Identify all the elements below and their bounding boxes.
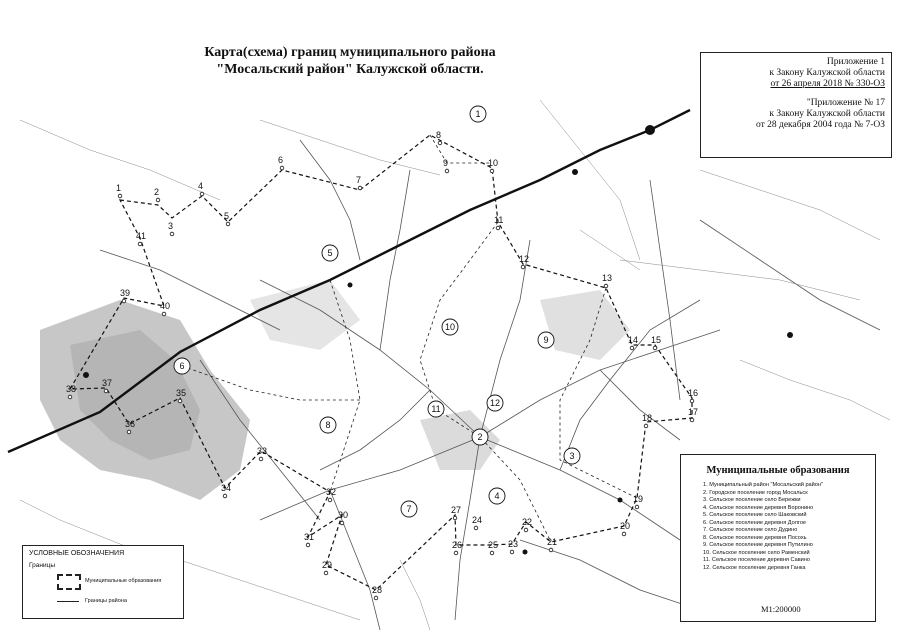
boundary-point-marker — [280, 166, 284, 170]
boundary-point-marker — [127, 430, 131, 434]
legend-item: 10. Сельское поселение село Раменский — [703, 549, 810, 556]
boundary-point-marker — [653, 346, 657, 350]
municipality-number: 4 — [494, 491, 500, 502]
municipality-number: 8 — [325, 420, 331, 431]
boundary-point-label: 31 — [304, 532, 315, 542]
boundary-point-label: 12 — [519, 254, 530, 264]
municipality-number: 3 — [569, 451, 575, 462]
boundary-point-label: 39 — [120, 288, 131, 298]
boundary-point-label: 23 — [508, 539, 519, 549]
appendix-box — [700, 52, 892, 158]
boundary-point-marker — [690, 399, 694, 403]
boundary-point-label: 9 — [443, 158, 449, 168]
boundary-point-marker — [510, 550, 514, 554]
boundary-point-label: 19 — [633, 494, 644, 504]
conventions-municipal-label: Муниципальные образования — [85, 578, 162, 584]
municipality-number: 5 — [327, 248, 333, 259]
boundary-point-marker — [474, 526, 478, 530]
legend-heading: Муниципальные образования — [706, 465, 850, 476]
conventions-legend — [22, 545, 184, 619]
boundary-point-marker — [374, 596, 378, 600]
legend-item: 1. Муниципальный район "Мосальский район" — [703, 482, 823, 488]
boundary-point-marker — [445, 169, 449, 173]
boundary-point-marker — [644, 424, 648, 428]
legend-item: 4. Сельское поселение деревня Воронино — [703, 504, 814, 511]
boundary-point-marker — [259, 457, 263, 461]
boundary-point-label: 3 — [168, 221, 174, 231]
boundary-point-marker — [104, 389, 108, 393]
conventions-heading: УСЛОВНЫЕ ОБОЗНАЧЕНИЯ — [29, 550, 125, 557]
boundary-point-marker — [622, 532, 626, 536]
map-scale: М1:200000 — [761, 604, 801, 614]
boundary-point-marker — [453, 516, 457, 520]
boundary-point-label: 2 — [154, 187, 160, 197]
municipality-number: 6 — [179, 361, 185, 372]
map-title-line2: "Мосальский район" Калужской области. — [216, 62, 484, 77]
legend-item: 2. Городское поселение город Мосальск — [703, 489, 808, 496]
appendix-line5: к Закону Калужской области — [769, 109, 885, 119]
boundary-point-marker — [68, 395, 72, 399]
boundary-point-marker — [156, 198, 160, 202]
boundary-point-label: 41 — [136, 231, 147, 241]
boundary-point-label: 17 — [688, 407, 699, 417]
boundary-point-marker — [138, 242, 142, 246]
boundary-point-label: 21 — [547, 537, 558, 547]
legend-list — [703, 482, 875, 572]
boundary-point-label: 7 — [356, 175, 362, 185]
boundary-point-marker — [118, 194, 122, 198]
boundary-point-marker — [521, 265, 525, 269]
municipalities-legend — [680, 454, 876, 622]
legend-item: 5. Сельское поселение село Шаковский — [703, 512, 807, 518]
boundary-point-label: 10 — [488, 158, 499, 168]
boundary-point-marker — [170, 232, 174, 236]
boundary-point-marker — [122, 299, 126, 303]
boundary-point-marker — [496, 226, 500, 230]
boundary-point-label: 18 — [642, 413, 653, 423]
boundary-point-label: 28 — [372, 585, 383, 595]
boundary-point-label: 20 — [620, 521, 631, 531]
boundary-point-marker — [635, 505, 639, 509]
boundary-point-label: 16 — [688, 388, 699, 398]
boundary-point-marker — [630, 346, 634, 350]
boundary-point-label: 29 — [322, 560, 333, 570]
appendix-line6: от 28 декабря 2004 года № 7-ОЗ — [755, 120, 885, 130]
boundary-point-marker — [490, 551, 494, 555]
boundary-point-label: 24 — [472, 515, 483, 525]
boundary-point-marker — [178, 399, 182, 403]
legend-item: 9. Сельское поселение деревня Путилино — [703, 542, 813, 548]
boundary-point-label: 11 — [494, 215, 504, 225]
boundary-point-marker — [549, 548, 553, 552]
municipality-number: 1 — [475, 109, 481, 120]
boundary-point-label: 38 — [66, 384, 77, 394]
legend-item: 7. Сельское поселение село Дудино — [703, 527, 798, 533]
boundary-point-label: 4 — [198, 181, 204, 191]
map-title — [150, 44, 550, 78]
conventions-borders-label: Границы — [29, 562, 55, 569]
boundary-point-label: 32 — [326, 487, 337, 497]
boundary-point-marker — [690, 418, 694, 422]
appendix-line4: "Приложение № 17 — [806, 98, 885, 108]
conventions-district-label: Границы района — [85, 598, 127, 604]
appendix-line2: к Закону Калужской области — [769, 68, 885, 78]
boundary-point-label: 36 — [125, 419, 136, 429]
boundary-point-label: 33 — [257, 446, 268, 456]
legend-item: 12. Сельское поселение деревня Ганка — [703, 564, 806, 571]
boundary-point-label: 40 — [160, 301, 171, 311]
boundary-point-marker — [328, 498, 332, 502]
boundary-point-label: 8 — [436, 130, 442, 140]
boundary-point-marker — [490, 169, 494, 173]
boundary-point-marker — [306, 543, 310, 547]
boundary-point-label: 6 — [278, 155, 284, 165]
legend-item: 6. Сельское поселение деревня Долгое — [703, 519, 807, 526]
dashed-boundary-sample — [57, 574, 81, 590]
boundary-point-marker — [340, 521, 344, 525]
boundary-point-marker — [226, 222, 230, 226]
boundary-point-marker — [324, 571, 328, 575]
boundary-point-label: 13 — [602, 273, 613, 283]
boundary-point-marker — [162, 312, 166, 316]
boundary-point-label: 14 — [628, 335, 639, 345]
legend-item: 3. Сельское поселение село Бережки — [703, 497, 801, 503]
boundary-point-label: 15 — [651, 335, 662, 345]
boundary-point-label: 34 — [221, 483, 232, 493]
appendix-line1: Приложение 1 — [826, 57, 885, 67]
boundary-point-marker — [454, 551, 458, 555]
boundary-point-label: 26 — [452, 540, 463, 550]
boundary-point-label: 1 — [116, 183, 122, 193]
municipality-number: 7 — [406, 504, 412, 515]
boundary-point-marker — [358, 186, 362, 190]
municipality-number: 2 — [477, 432, 483, 443]
boundary-point-marker — [438, 141, 442, 145]
boundary-point-marker — [223, 494, 227, 498]
boundary-point-label: 22 — [522, 517, 533, 527]
boundary-point-label: 35 — [176, 388, 187, 398]
boundary-point-label: 27 — [451, 505, 462, 515]
legend-item: 8. Сельское поселение деревня Посохь — [703, 534, 807, 541]
boundary-point-label: 5 — [224, 211, 230, 221]
boundary-point-marker — [524, 528, 528, 532]
boundary-point-marker — [200, 192, 204, 196]
municipality-number: 12 — [489, 398, 501, 409]
boundary-point-label: 25 — [488, 540, 499, 550]
municipality-number: 10 — [444, 322, 456, 333]
boundary-point-marker — [604, 284, 608, 288]
municipality-number: 11 — [431, 404, 441, 415]
boundary-point-label: 30 — [338, 510, 349, 520]
municipality-number: 9 — [543, 335, 549, 346]
legend-item: 11. Сельское поселение деревня Савино — [703, 557, 811, 563]
boundary-point-label: 37 — [102, 378, 113, 388]
map-title-line1: Карта(схема) границ муниципального района — [204, 45, 496, 60]
appendix-line3: от 26 апреля 2018 № 330-ОЗ — [770, 79, 885, 89]
district-boundary-sample — [57, 601, 79, 602]
